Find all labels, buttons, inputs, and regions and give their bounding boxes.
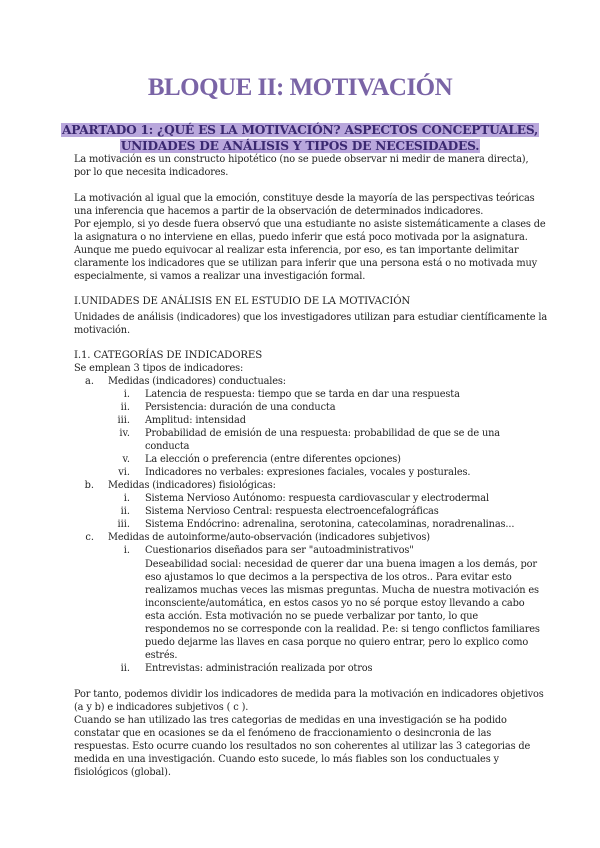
list-item: Amplitud: intensidad: [145, 415, 246, 426]
list-marker: i.: [123, 389, 130, 400]
list-item-continuation: esta acción. Esta motivación no se puede verbalizar por tanto, lo que: [145, 611, 479, 622]
paragraph-line: una inferencia que hacemos a partir de la observación de determinados indicadores.: [74, 206, 484, 217]
conclusion-line: constatar que en ocasiones se da el fenómeno de fraccionamiento o desincronia de las: [74, 728, 492, 739]
list-item: Probabilidad de emisión de una respuesta: probabilidad de que se de una: [145, 428, 500, 439]
list-item: Persistencia: duración de una conducta: [145, 402, 336, 413]
paragraph-line: especialmente, si vamos a realizar una investigación formal.: [74, 271, 366, 282]
list-marker: ii.: [120, 506, 130, 517]
list-marker: i.: [123, 545, 130, 556]
paragraph-line: la asignatura o no interviene en ellas, puedo inferir que está poco motivada por la asignatura.: [74, 232, 528, 243]
paragraph-line: Por ejemplo, si yo desde fuera observó que una estudiante no asiste sistemáticamente a clases de: [74, 219, 546, 230]
section-heading-apartado: [0, 122, 600, 154]
list-a-label: Medidas (indicadores) conductuales:: [108, 376, 286, 387]
conclusion-line: fisiológicos (global).: [74, 767, 171, 778]
list-marker: iv.: [119, 428, 130, 439]
intro-line: La motivación es un constructo hipotético (no se puede observar ni medir de manera directa),: [74, 154, 529, 165]
list-item-continuation: realizamos muchas veces las mismas preguntas. Mucha de nuestra motivación es: [145, 585, 539, 596]
list-item-continuation: Deseabilidad social: necesidad de querer dar una buena imagen a los demás, por: [145, 559, 537, 570]
section-heading: I.UNIDADES DE ANÁLISIS EN EL ESTUDIO DE LA MOTIVACIÓN: [74, 296, 411, 307]
apartado-line-1: APARTADO 1: ¿QUÉ ES LA MOTIVACIÓN? ASPECTOS CONCEPTUALES,: [61, 123, 539, 137]
subsection-intro: Se emplean 3 tipos de indicadores:: [74, 363, 244, 374]
list-marker: iii.: [117, 519, 130, 530]
list-item-continuation: estrés.: [145, 650, 178, 661]
list-item: Sistema Nervioso Central: respuesta electroencefalográficas: [145, 506, 439, 517]
apartado-line-2: UNIDADES DE ANÁLISIS Y TIPOS DE NECESIDADES.: [120, 139, 480, 153]
list-marker: a.: [85, 376, 94, 387]
conclusion-line: (a y b) e indicadores subjetivos ( c ).: [74, 702, 249, 713]
list-item-continuation: puedo dejarme las llaves en casa porque no quiero entrar, pero lo explico como: [145, 637, 529, 648]
list-item: Entrevistas: administración realizada por otros: [145, 663, 373, 674]
conclusion-line: Cuando se han utilizado las tres categorias de medidas en una investigación se ha podido: [74, 715, 507, 726]
paragraph-line: Aunque me puedo equivocar al realizar esta inferencia, por eso, es tan importante delimitar: [74, 245, 519, 256]
conclusion-line: medida en una investigación. Cuando esto sucede, lo más fiables son los conductuales y: [74, 754, 499, 765]
list-item-continuation: inconsciente/automática, en estos casos yo no sé porque estoy llevando a cabo: [145, 598, 525, 609]
intro-line: por lo que necesita indicadores.: [74, 167, 229, 178]
list-item: Latencia de respuesta: tiempo que se tarda en dar una respuesta: [145, 389, 460, 400]
list-item: Cuestionarios diseñados para ser "autoadministrativos": [145, 545, 414, 556]
list-marker: b.: [84, 480, 94, 491]
subsection-heading: I.1. CATEGORÍAS DE INDICADORES: [74, 350, 263, 361]
paragraph-line: claramente los indicadores que se utilizan para inferir que una persona está o no motivada muy: [74, 258, 538, 269]
list-marker: vi.: [118, 467, 130, 478]
paragraph-line: La motivación al igual que la emoción, constituye desde la mayoría de las perspectivas teóricas: [74, 193, 535, 204]
conclusion-line: Por tanto, podemos dividir los indicadores de medida para la motivación en indicadores objetivos: [74, 689, 544, 700]
section-text-line: motivación.: [74, 325, 130, 336]
list-b-label: Medidas (indicadores) fisiológicas:: [108, 480, 276, 491]
list-c-label: Medidas de autoinforme/auto-observación (indicadores subjetivos): [108, 532, 430, 543]
list-marker: c.: [85, 532, 94, 543]
list-marker: i.: [123, 493, 130, 504]
list-item: Indicadores no verbales: expresiones faciales, vocales y posturales.: [145, 467, 471, 478]
list-marker: v.: [122, 454, 130, 465]
list-marker: ii.: [120, 402, 130, 413]
section-text-line: Unidades de análisis (indicadores) que los investigadores utilizan para estudiar científicamente la: [74, 312, 548, 323]
list-item-continuation: respondemos no se corresponde con la realidad. P.e: si tengo conflictos familiares: [145, 624, 540, 635]
page-title: BLOQUE II: MOTIVACIÓN: [147, 74, 453, 101]
list-item: Sistema Endócrino: adrenalina, serotonina, catecolaminas, noradrenalinas...: [145, 519, 515, 530]
list-item: Sistema Nervioso Autónomo: respuesta cardiovascular y electrodermal: [145, 493, 489, 504]
list-item: La elección o preferencia (entre diferentes opciones): [145, 454, 401, 465]
conclusion-line: respuestas. Esto ocurre cuando los resultados no son coherentes al utilizar las 3 categorias de: [74, 741, 531, 752]
list-item-continuation: conducta: [145, 441, 190, 452]
list-marker: ii.: [120, 663, 130, 674]
list-item-continuation: eso ajustamos lo que decimos a la perspectiva de los otros.. Para evitar esto: [145, 572, 512, 583]
list-marker: iii.: [117, 415, 130, 426]
